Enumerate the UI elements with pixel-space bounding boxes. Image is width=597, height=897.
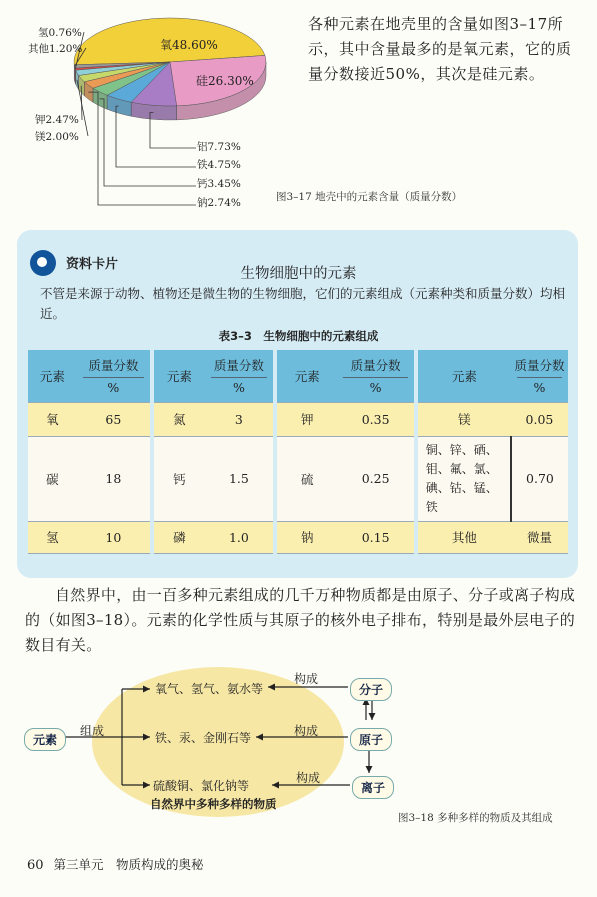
substance-atomic: 铁、汞、金刚石等 [155,731,252,745]
cell-element: 氢 [28,521,77,553]
th-element: 元素 [275,350,337,402]
label-construct-2: 构成 [294,724,319,738]
cell-element: 其他 [416,521,511,553]
cell-element: 氧 [28,402,77,436]
cell-element: 硫 [275,436,337,521]
cell-value: 0.70 [511,436,568,521]
cell-value: 18 [77,436,152,521]
th-mass: 质量分数 % [511,350,568,402]
pie-label-iron: 铁4.75% [197,159,241,171]
th-element: 元素 [416,350,511,402]
cell-element: 磷 [152,521,205,553]
label-construct-3: 构成 [296,771,321,785]
card-tag: 资料卡片 [66,257,119,272]
th-element: 元素 [28,350,77,402]
table-row [28,436,568,521]
cell-value: 1.5 [205,436,275,521]
intro-paragraph: 各种元素在地壳里的含量如图3–17所示，其中含量最多的是氧元素，它的质量分数接近50%，其次是硅元素。 [308,15,572,83]
pie-label-sodium: 钠2.74% [197,197,241,209]
page-footer [27,855,204,873]
cell-value: 0.25 [337,436,415,521]
element-table [28,350,568,554]
node-atom: 原子 [350,728,392,751]
table-row [28,402,568,436]
cell-value: 0.05 [511,402,568,436]
cell-value: 0.15 [337,521,415,553]
cell-element: 氮 [152,402,205,436]
th-mass: 质量分数 % [205,350,275,402]
table-row [28,521,568,553]
cell-value: 3 [205,402,275,436]
cell-element: 镁 [416,402,511,436]
cell-element-trace: 铜、锌、硒、钼、氟、氯、碘、钴、锰、铁 [416,436,511,521]
figure-caption-3-17: 图3–17 地壳中的元素含量（质量分数） [276,191,463,203]
node-element: 元素 [24,728,66,751]
page-number: 60 [27,858,44,873]
cell-value: 微量 [511,521,568,553]
cell-element: 钠 [275,521,337,553]
node-ion: 离子 [352,776,394,799]
th-element: 元素 [152,350,205,402]
cell-value: 10 [77,521,152,553]
pie-label-calcium: 钙3.45% [197,178,241,190]
table-header-row [28,350,568,402]
cell-value: 65 [77,402,152,436]
label-compose: 组成 [80,724,105,738]
substance-ionic: 硫酸铜、氯化钠等 [153,779,250,793]
body-paragraph: 自然界中，由一百多种元素组成的几千万种物质都是由原子、分子或离子构成的（如图3–18）。元素的化学性质与其原子的核外电子排布，特别是最外层电子的数目有关。 [25,586,576,654]
pie-label-other: 其他1.20% [28,43,83,55]
pie-label-oxygen: 氧48.60% [160,38,218,52]
card-title: 生物细胞中的元素 [240,266,357,282]
cell-element: 钾 [275,402,337,436]
figure-caption-3-18: 图3–18 多种多样的物质及其组成 [398,812,553,824]
th-mass: 质量分数 % [337,350,415,402]
substance-molecular: 氧气、氢气、氨水等 [155,682,264,696]
label-construct-1: 构成 [294,672,319,686]
cell-value: 0.35 [337,402,415,436]
cell-element: 碳 [28,436,77,521]
pie-label-silicon: 硅26.30% [196,74,254,88]
pie-label-hydrogen: 氢0.76% [38,27,82,39]
table-title: 表3–3 生物细胞中的元素组成 [218,329,379,343]
cell-value: 1.0 [205,521,275,553]
unit-title: 第三单元 物质构成的奥秘 [53,857,204,872]
node-molecule: 分子 [350,678,392,701]
card-body: 不管是来源于动物、植物还是微生物的生物细胞，它们的元素组成（元素种类和质量分数）均相近。 [40,286,566,321]
pie-label-aluminum: 铝7.73% [197,141,241,153]
diagram-subtitle: 自然界中多种多样的物质 [150,797,277,811]
pie-label-magnesium: 镁2.00% [35,131,79,143]
th-mass: 质量分数 % [77,350,152,402]
pie-label-potassium: 钾2.47% [35,114,79,126]
cell-element: 钙 [152,436,205,521]
pie-slices [74,18,266,120]
